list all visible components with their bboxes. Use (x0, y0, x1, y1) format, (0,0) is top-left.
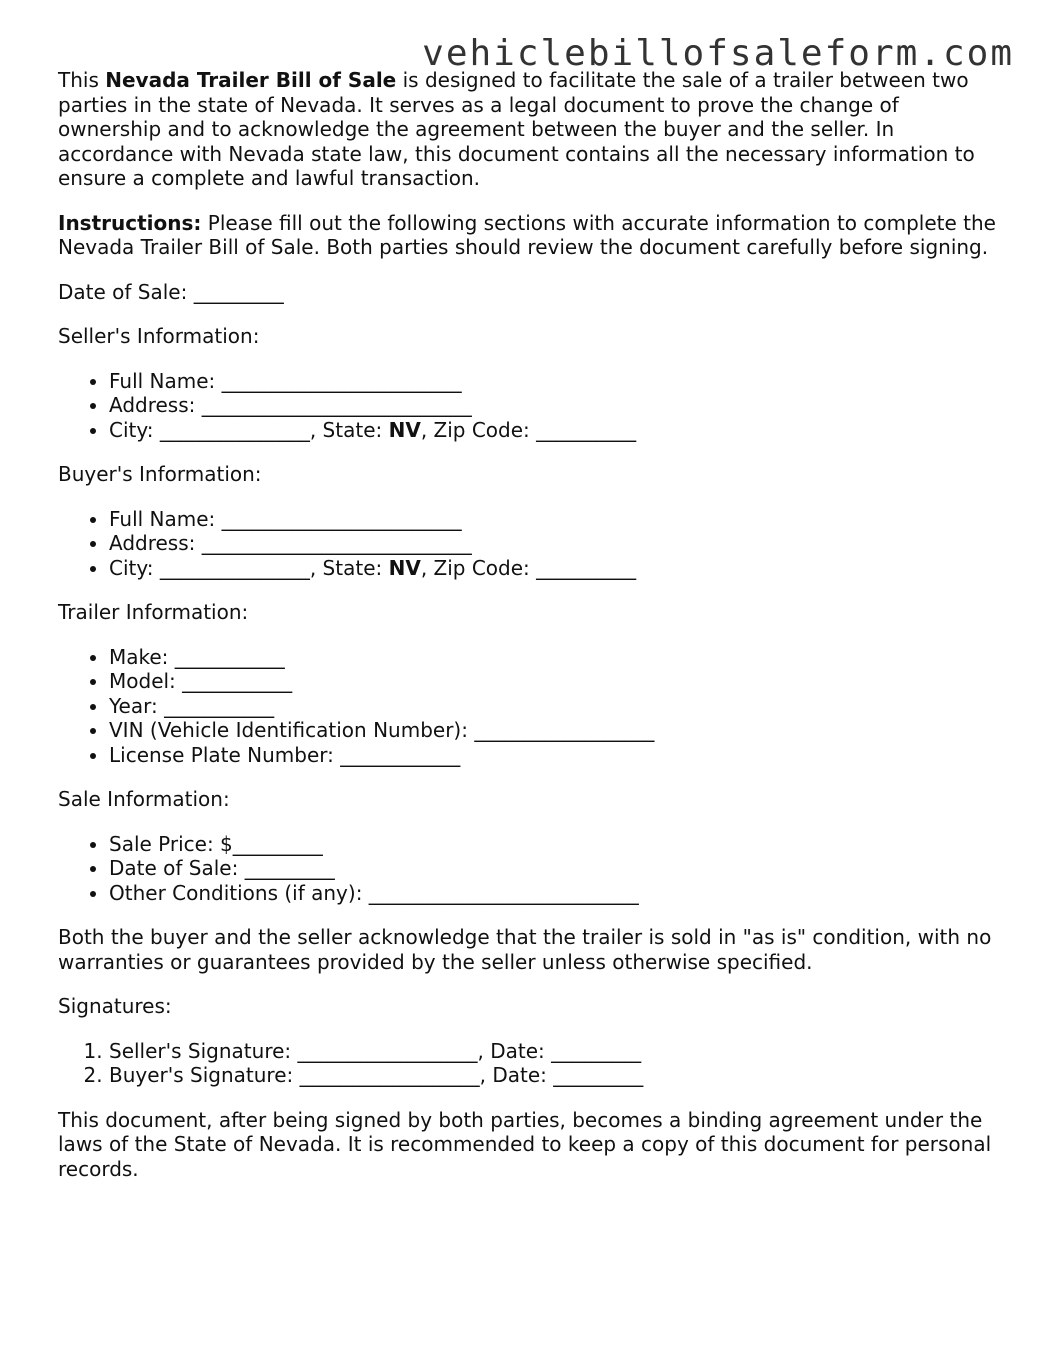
intro-prefix: This (58, 68, 106, 92)
sale-heading: Sale Information: (58, 787, 230, 811)
date-of-sale-field: Date of Sale: _________ (58, 279, 284, 304)
buyer-state-value: NV (388, 555, 421, 580)
trailer-fields (58, 645, 998, 768)
seller-address-field: • Address: ___________________________ (109, 393, 998, 418)
trailer-model-field: • Model: ___________ (109, 669, 998, 694)
buyer-zip-label: , Zip Code: __________ (420, 555, 637, 580)
sale-price-field: • Sale Price: $_________ (109, 832, 998, 857)
buyer-city-state-zip-field (109, 556, 998, 581)
sale-conditions-field: • Other Conditions (if any): ___________________________ (109, 881, 998, 906)
seller-heading: Seller's Information: (58, 324, 260, 348)
seller-fields (58, 369, 998, 443)
closing-paragraph: This document, after being signed by both parties, becomes a binding agreement under the laws of the State of Nevada. It is recommended to keep a copy of this document for personal records. (58, 1107, 992, 1181)
document-name: Nevada Trailer Bill of Sale (105, 68, 397, 92)
seller-state-value: NV (388, 417, 421, 442)
seller-zip-label: , Zip Code: __________ (420, 417, 637, 442)
seller-signature-field: 1. Seller's Signature: __________________, Date: _________ (109, 1039, 998, 1064)
sale-fields (58, 832, 998, 906)
trailer-plate-field: • License Plate Number: ____________ (109, 743, 998, 768)
trailer-vin-field: • VIN (Vehicle Identification Number): __________________ (109, 718, 998, 743)
instructions-label: Instructions: (58, 210, 202, 235)
seller-city-label: City: _______________, State: (109, 417, 389, 442)
buyer-signature-field: 2. Buyer's Signature: __________________, Date: _________ (109, 1063, 998, 1088)
bill-of-sale-document (58, 68, 998, 1201)
signature-fields (58, 1039, 998, 1088)
intro-paragraph (58, 68, 998, 191)
trailer-year-field: • Year: ___________ (109, 694, 998, 719)
sale-date-field: • Date of Sale: _________ (109, 856, 998, 881)
instructions-paragraph (58, 211, 998, 260)
seller-city-state-zip-field (109, 418, 998, 443)
instructions-text: Please fill out the following sections with accurate information to complete the Nevada Trailer Bill of Sale. Both parties should review the document carefully before signing. (58, 210, 996, 259)
buyer-city-label: City: _______________, State: (109, 555, 389, 580)
buyer-heading: Buyer's Information: (58, 462, 262, 486)
trailer-heading: Trailer Information: (58, 600, 249, 624)
buyer-full-name-field: • Full Name: ________________________ (109, 507, 998, 532)
site-watermark: vehiclebillofsaleform.com (422, 33, 1014, 74)
seller-full-name-field: • Full Name: ________________________ (109, 369, 998, 394)
buyer-address-field: • Address: ___________________________ (109, 531, 998, 556)
intro-text: is designed to facilitate the sale of a trailer between two parties in the state of Nevada. It serves as a legal document to prove the change of ownership and to acknowledge the agreement between the buyer and the seller. In accordance with Nevada state law, this document contains all the necessary information to ensure a complete and lawful transaction. (58, 68, 975, 190)
buyer-fields (58, 507, 998, 581)
trailer-make-field: • Make: ___________ (109, 645, 998, 670)
as-is-paragraph: Both the buyer and the seller acknowledge that the trailer is sold in "as is" condition, with no warranties or guarantees provided by the seller unless otherwise specified. (58, 925, 992, 974)
signatures-heading: Signatures: (58, 994, 172, 1018)
